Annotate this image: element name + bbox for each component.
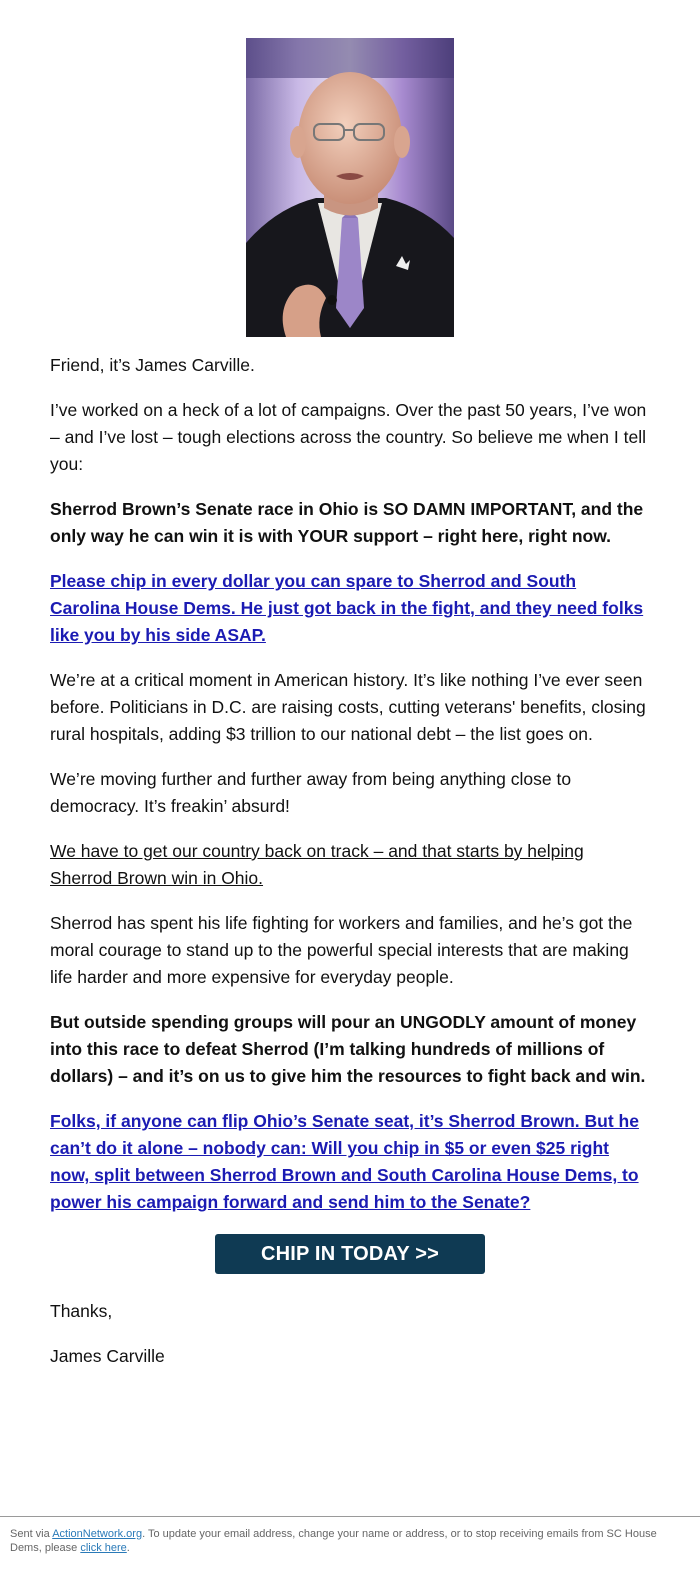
action-network-link[interactable]: ActionNetwork.org — [52, 1528, 143, 1540]
outside-spending-paragraph: But outside spending groups will pour an UNGODLY amount of money into this race to defeat Sherrod (I’m talking hundreds of millions of dollars) – and it’s on us to give him the resources to fight back and win. — [50, 1012, 646, 1086]
sherrod-record-paragraph: Sherrod has spent his life fighting for workers and families, and he’s got the moral courage to stand up to the powerful special interests that are making life harder and more expensive for everyday people. — [50, 913, 633, 987]
email-body — [50, 352, 650, 1388]
email-footer — [0, 1516, 700, 1555]
bold-statement: Sherrod Brown’s Senate race in Ohio is SO DAMN IMPORTANT, and the only way he can win it is with YOUR support – right here, right now. — [50, 499, 644, 546]
donate-link-1[interactable]: Please chip in every dollar you can spare to Sherrod and South Carolina House Dems. He just got back in the fight, and they need folks like you by his side ASAP. — [50, 571, 644, 645]
donate-link-paragraph-2 — [50, 1108, 650, 1216]
donate-link-paragraph-1 — [50, 568, 650, 649]
header-photo — [246, 38, 454, 337]
democracy-paragraph: We’re moving further and further away from being anything close to democracy. It’s freakin’ absurd! — [50, 769, 572, 816]
cta-container — [50, 1234, 650, 1274]
history-paragraph: We’re at a critical moment in American history. It’s like nothing I’ve ever seen before. Politicians in D.C. are raising costs, cutting veterans' benefits, closing rural hospitals, adding $3 trillion to our national debt – the list goes on. — [50, 670, 646, 744]
unsubscribe-link[interactable]: click here — [80, 1542, 127, 1554]
footer-suffix: . — [126, 1542, 130, 1554]
donate-link-2[interactable]: Folks, if anyone can flip Ohio’s Senate seat, it’s Sherrod Brown. But he can’t do it alone – nobody can: Will you chip in $5 or even $25 right now, split between Sherrod Brown and South Carolina House Dems, to power his campaign forward and send him to the Senate? — [50, 1111, 639, 1212]
footer-middle: . To update your email address, change your name or address, or to stop receiving emails from SC House Dems, please — [10, 1528, 657, 1554]
back-on-track-paragraph: We have to get our country back on track – and that starts by helping Sherrod Brown win in Ohio. — [50, 841, 584, 888]
footer-prefix: Sent via — [10, 1528, 53, 1540]
signoff-name: James Carville — [50, 1346, 165, 1366]
chip-in-button[interactable]: CHIP IN TODAY >> — [215, 1234, 485, 1274]
signoff-thanks: Thanks, — [50, 1301, 113, 1321]
intro-paragraph: I’ve worked on a heck of a lot of campaigns. Over the past 50 years, I’ve won – and I’ve lost – tough elections across the country. So believe me when I tell you: — [50, 400, 647, 474]
signoff — [50, 1298, 650, 1370]
greeting: Friend, it’s James Carville. — [50, 355, 255, 375]
